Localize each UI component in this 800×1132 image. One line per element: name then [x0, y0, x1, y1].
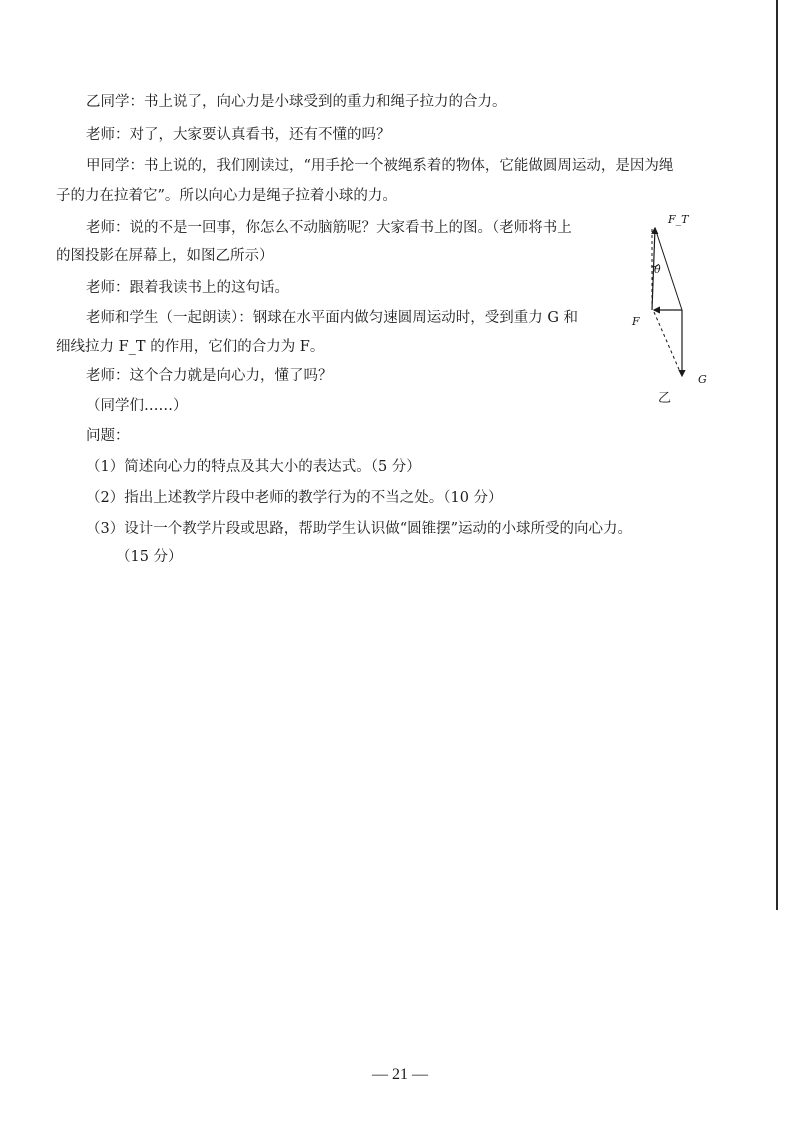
dialogue-line-6: 老师和学生（一起朗读）：钢球在水平面内做匀速圆周运动时，受到重力 G 和 [86, 310, 579, 326]
question-3: （3）设计一个教学片段或思路，帮助学生认识做“圆锥摆”运动的小球所受的向心力。 [86, 521, 633, 537]
dialogue-line-4-cont: 的图投影在屏幕上，如图乙所示） [56, 248, 274, 264]
dialogue-line-5: 老师：跟着我读书上的这句话。 [86, 280, 289, 296]
dialogue-line-2: 老师：对了，大家要认真看书，还有不懂的吗？ [86, 127, 391, 143]
dialogue-line-3: 甲同学：书上说的，我们刚读过，“用手抡一个被绳系着的物体，它能做圆周运动，是因为绳 [86, 158, 674, 174]
ft-label: F_T [668, 213, 689, 226]
theta-label: θ [654, 263, 661, 276]
question-3-score: （15 分） [116, 549, 183, 565]
dialogue-line-4: 老师：说的不是一回事，你怎么不动脑筋呢？大家看书上的图。（老师将书上 [86, 220, 572, 236]
f-label: F [632, 315, 640, 328]
dialogue-line-6-cont: 细线拉力 F_T 的作用，它们的合力为 F。 [56, 339, 325, 355]
parallelogram-dashed-line [654, 312, 681, 374]
binding-edge-rule [776, 0, 778, 910]
question-heading: 问题： [86, 428, 130, 444]
dialogue-line-7: 老师：这个合力就是向心力，懂了吗？ [86, 368, 333, 384]
question-2: （2）指出上述教学片段中老师的教学行为的不当之处。（10 分） [86, 490, 503, 506]
page-number: — 21 — [372, 1066, 428, 1083]
figure-caption: 乙 [658, 391, 672, 406]
question-1: （1）简述向心力的特点及其大小的表达式。（5 分） [86, 459, 421, 475]
g-label: G [698, 373, 707, 386]
dialogue-line-1: 乙同学：书上说了，向心力是小球受到的重力和绳子拉力的合力。 [86, 94, 507, 110]
dialogue-line-8: （同学们……） [86, 398, 188, 414]
dialogue-line-3-cont: 子的力在拉着它”。所以向心力是绳子拉着小球的力。 [56, 188, 397, 204]
force-diagram-figure [628, 208, 714, 408]
